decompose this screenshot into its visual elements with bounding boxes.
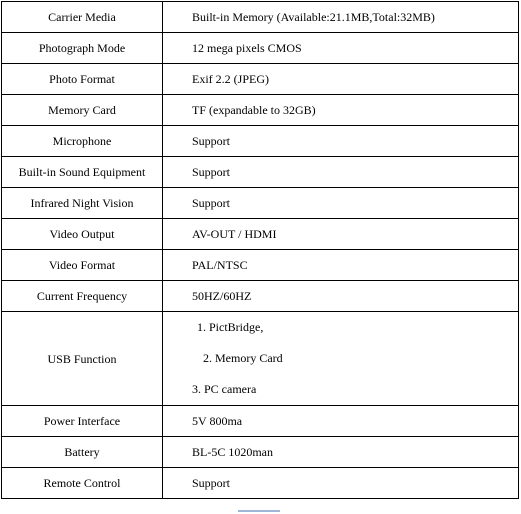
table-row-usb-function [2, 312, 519, 406]
row-label: Photograph Mode [2, 33, 163, 64]
row-label: Power Interface [2, 406, 163, 437]
table-row [2, 281, 519, 312]
table-row [2, 33, 519, 64]
row-label: Current Frequency [2, 281, 163, 312]
row-value: 50HZ/60HZ [163, 281, 519, 312]
row-label: Memory Card [2, 95, 163, 126]
table-row [2, 157, 519, 188]
row-value: Support [163, 468, 519, 499]
table-row [2, 468, 519, 499]
row-label: Photo Format [2, 64, 163, 95]
row-value: Support [163, 157, 519, 188]
table-row [2, 406, 519, 437]
spec-table [1, 1, 519, 499]
row-label: Battery [2, 437, 163, 468]
row-label: Video Format [2, 250, 163, 281]
row-label: Built-in Sound Equipment [2, 157, 163, 188]
row-label: Infrared Night Vision [2, 188, 163, 219]
row-value: TF (expandable to 32GB) [163, 95, 519, 126]
usb-option-pictbridge: 1. PictBridge, [197, 320, 264, 334]
table-row [2, 95, 519, 126]
row-value: Support [163, 188, 519, 219]
row-label: USB Function [2, 312, 163, 406]
row-value: Built-in Memory (Available:21.1MB,Total:32MB) [163, 2, 519, 33]
table-row [2, 188, 519, 219]
usb-option-memory-card: 2. Memory Card [203, 351, 283, 365]
row-value: BL-5C 1020man [163, 437, 519, 468]
row-value: PAL/NTSC [163, 250, 519, 281]
row-label: Video Output [2, 219, 163, 250]
usb-option-pc-camera: 3. PC camera [192, 382, 257, 396]
usb-function-values [163, 312, 519, 406]
table-row [2, 64, 519, 95]
row-value: 5V 800ma [163, 406, 519, 437]
row-label: Microphone [2, 126, 163, 157]
selection-marker [238, 510, 280, 512]
table-row [2, 250, 519, 281]
table-row [2, 219, 519, 250]
row-value: Support [163, 126, 519, 157]
row-value: Exif 2.2 (JPEG) [163, 64, 519, 95]
row-label: Remote Control [2, 468, 163, 499]
table-row [2, 126, 519, 157]
table-row [2, 437, 519, 468]
table-row [2, 2, 519, 33]
row-value: AV-OUT / HDMI [163, 219, 519, 250]
row-value: 12 mega pixels CMOS [163, 33, 519, 64]
row-label: Carrier Media [2, 2, 163, 33]
